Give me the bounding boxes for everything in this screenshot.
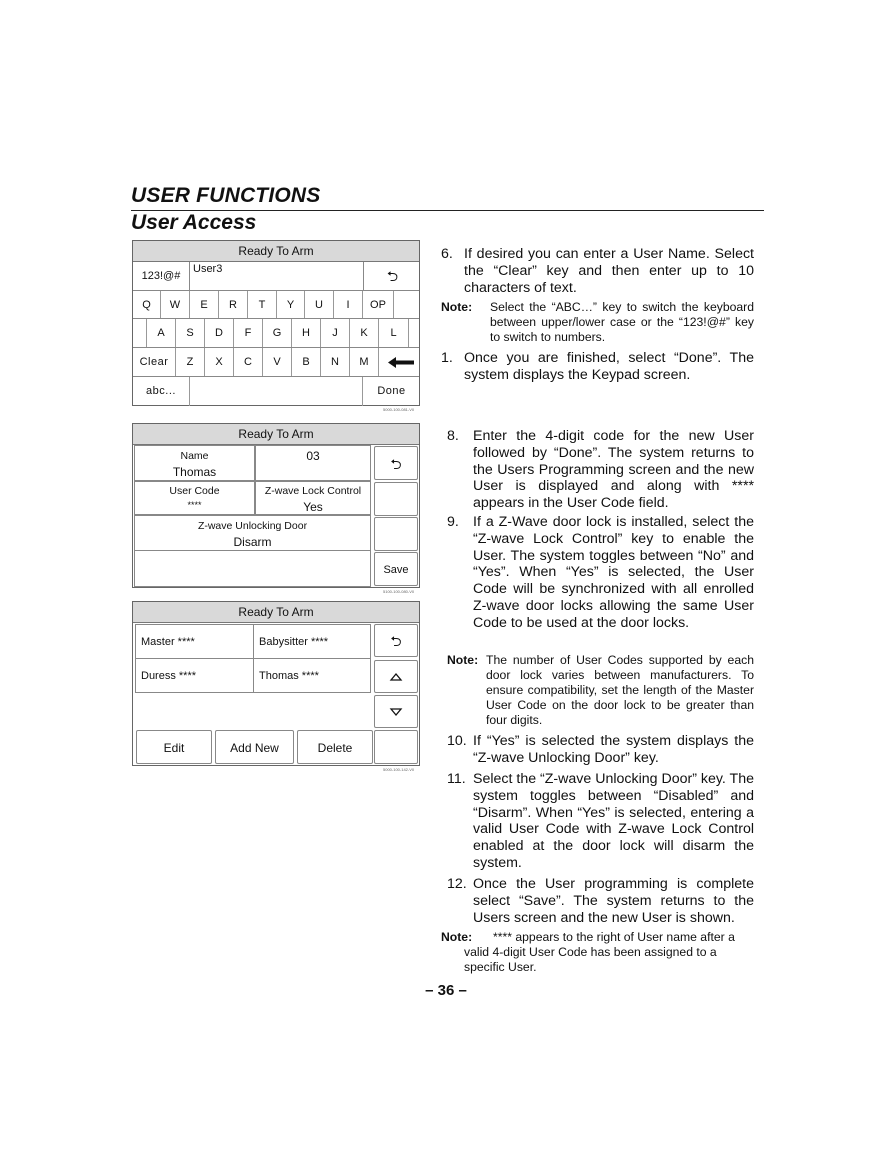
zwave-unlocking-door-key[interactable] (134, 515, 371, 551)
user-edit-screen (132, 423, 420, 588)
delete-button[interactable]: Delete (297, 730, 373, 764)
empty-area (134, 551, 371, 587)
status-title: Ready To Arm (133, 424, 419, 445)
subsection-heading: User Access (131, 211, 257, 234)
space-key[interactable] (190, 377, 363, 406)
page-number: – 36 – (425, 982, 467, 999)
keyboard-row-4 (133, 376, 419, 406)
key-d[interactable]: D (205, 319, 234, 348)
users-list-screen (132, 601, 420, 766)
figure-ref: 5000-100-142-V0 (383, 767, 415, 772)
status-title: Ready To Arm (133, 241, 419, 262)
user-item-duress[interactable]: Duress **** (135, 658, 254, 693)
user-number: 03 (306, 449, 320, 463)
user-code-label: User Code (169, 485, 220, 497)
user-number-field (255, 445, 371, 481)
key-z[interactable]: Z (176, 348, 205, 377)
keyboard-row-3 (133, 347, 419, 377)
figure-ref: 5000-100-081-V0 (383, 407, 415, 412)
key-t[interactable]: T (248, 291, 277, 319)
keyboard-row-1 (133, 290, 419, 319)
key-c[interactable]: C (234, 348, 263, 377)
name-entry-field[interactable]: User3 (193, 263, 223, 275)
note-1-text: Select the “ABC…” key to switch the keyboard between upper/lower case or the “123!@#” key to switch to numbers. (490, 300, 754, 344)
note-label: Note: (441, 930, 473, 944)
key-y[interactable]: Y (277, 291, 305, 319)
key-f[interactable]: F (234, 319, 263, 348)
key-q[interactable]: Q (133, 291, 161, 319)
scroll-down-icon[interactable] (374, 695, 418, 728)
keyboard-screen (132, 240, 420, 406)
key-m[interactable]: M (350, 348, 379, 377)
abc-key[interactable]: abc... (133, 377, 190, 406)
key-x[interactable]: X (205, 348, 234, 377)
step-number: 11. (447, 771, 466, 787)
key-k[interactable]: K (350, 319, 379, 348)
scroll-up-icon[interactable] (374, 660, 418, 693)
key-j[interactable]: J (321, 319, 350, 348)
key-r[interactable]: R (219, 291, 248, 319)
key-e[interactable]: E (190, 291, 219, 319)
keyboard-row-2 (133, 318, 419, 348)
clear-key[interactable]: Clear (133, 348, 176, 377)
lock-control-label: Z-wave Lock Control (264, 485, 362, 497)
step-12-text: Once the User programming is complete select “Save”. The system returns to the Users screen and the new User is shown. (473, 876, 754, 926)
step-number: 9. (447, 514, 459, 530)
note-label: Note: (447, 653, 479, 667)
key-s[interactable]: S (176, 319, 205, 348)
key-g[interactable]: G (263, 319, 292, 348)
key-spacer (133, 319, 147, 348)
name-value: Thomas (172, 465, 217, 479)
done-key[interactable]: Done (377, 385, 406, 397)
figure-ref: 5100-100-080-V0 (383, 589, 415, 594)
edit-button[interactable]: Edit (136, 730, 212, 764)
key-u[interactable]: U (305, 291, 334, 319)
key-a[interactable]: A (147, 319, 176, 348)
step-10-text: If “Yes” is selected the system displays the “Z-wave Unlocking Door” key. (473, 733, 754, 766)
step-1-text: Once you are finished, select “Done”. The system displays the Keypad screen. (464, 350, 754, 383)
back-icon[interactable]: ⮌ (363, 262, 421, 290)
mode-key[interactable]: 123!@# (133, 262, 190, 290)
key-n[interactable]: N (321, 348, 350, 377)
status-title: Ready To Arm (133, 602, 419, 623)
note-2-text: The number of User Codes supported by each door lock varies between manufacturers. To ensure compatibility, set the length of the Master User Code on the door lock to be greater than four digits. (486, 653, 754, 727)
key-i[interactable]: I (334, 291, 363, 319)
user-item-master[interactable]: Master **** (135, 624, 254, 659)
note-3-text: **** appears to the right of User name after a valid 4-digit User Code has been assigned to a specific User. (464, 930, 735, 974)
backspace-arrow-icon[interactable] (383, 348, 419, 377)
blank-button[interactable] (374, 482, 418, 516)
user-item-thomas[interactable]: Thomas **** (253, 658, 371, 693)
save-button[interactable]: Save (374, 552, 418, 586)
back-icon[interactable]: ⮌ (374, 446, 418, 480)
name-field[interactable] (134, 445, 255, 481)
step-6-text: If desired you can enter a User Name. Select the “Clear” key and then enter up to 10 characters of text. (464, 246, 754, 296)
unlocking-door-value: Disarm (233, 535, 272, 549)
step-number: 6. (441, 246, 453, 262)
step-number: 10. (447, 733, 467, 749)
user-code-value: **** (187, 500, 202, 510)
step-number: 12. (447, 876, 467, 892)
step-8-text: Enter the 4-digit code for the new User followed by “Done”. The system returns to the Users Programming screen and the new User is displayed and along with **** appears in the User Code field. (473, 428, 754, 512)
add-new-button[interactable]: Add New (215, 730, 294, 764)
key-l[interactable]: L (379, 319, 409, 348)
key-b[interactable]: B (292, 348, 321, 377)
zwave-lock-control-key[interactable] (255, 481, 371, 515)
key-v[interactable]: V (263, 348, 292, 377)
key-w[interactable]: W (161, 291, 190, 319)
user-code-field[interactable] (134, 481, 255, 515)
step-number: 1. (441, 350, 453, 366)
section-heading: USER FUNCTIONS (131, 184, 321, 207)
step-11-text: Select the “Z-wave Unlocking Door” key. The system toggles between “Disabled” and “Disarm”. When “Yes” is selected, entering a valid User Code with Z-wave Lock Control enabled at the door lock will disarm the system. (473, 771, 754, 871)
unlocking-door-label: Z-wave Unlocking Door (197, 520, 308, 532)
back-icon[interactable]: ⮌ (374, 624, 418, 657)
note-label: Note: (441, 300, 473, 314)
user-item-babysitter[interactable]: Babysitter **** (253, 624, 371, 659)
blank-button[interactable] (374, 517, 418, 551)
lock-control-value: Yes (303, 500, 323, 514)
name-label: Name (180, 450, 209, 462)
key-op[interactable]: OP (363, 291, 394, 319)
step-number: 8. (447, 428, 459, 444)
blank-button[interactable] (374, 730, 418, 764)
step-9-text: If a Z-Wave door lock is installed, select the “Z-wave Lock Control” key to enable the User. The system toggles between “No” and “Yes”. When “Yes” is selected, the User Code will be synchronized with all enrolled Z-wave door locks allowing the same User Code to be used at the door locks. (473, 514, 754, 631)
key-h[interactable]: H (292, 319, 321, 348)
